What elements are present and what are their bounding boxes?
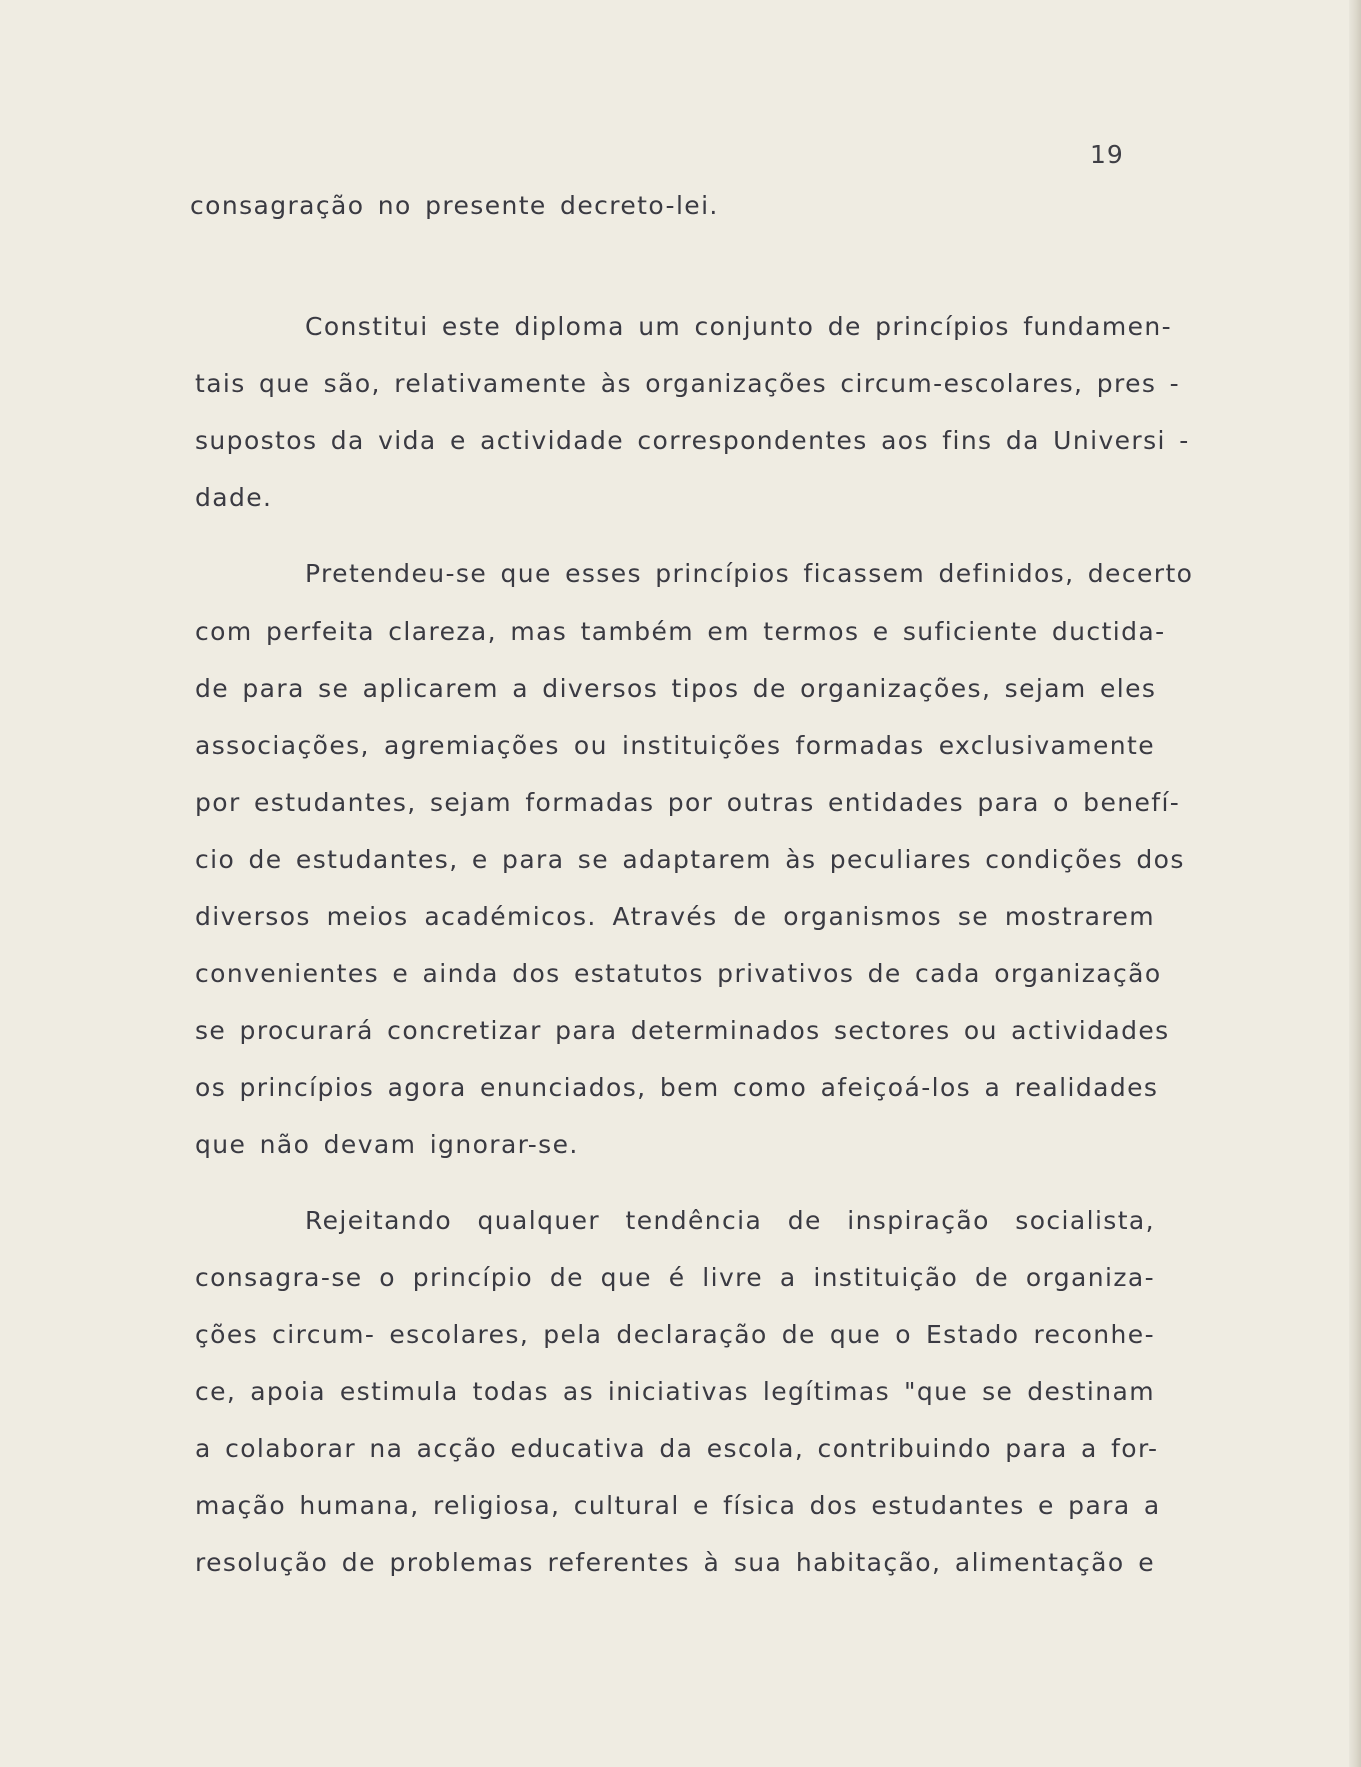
text-line-1: consagração no presente decreto-lei. [190,191,719,220]
text-line-9: associações, agremiações ou instituições formadas exclusivamente [195,731,1155,760]
text-line-21: a colaborar na acção educativa da escola, contribuindo para a for- [195,1434,1159,1463]
text-line-18: consagra-se o princípio de que é livre a instituição de organiza- [195,1263,1155,1292]
text-line-12: diversos meios académicos. Através de organismos se mostrarem [195,902,1155,931]
text-line-23: resolução de problemas referentes à sua habitação, alimentação e [195,1548,1155,1577]
text-line-4: supostos da vida e actividade correspondentes aos fins da Universi - [195,426,1190,455]
text-line-11: cio de estudantes, e para se adaptarem às peculiares condições dos [195,845,1185,874]
text-line-20: ce, apoia estimula todas as iniciativas legítimas "que se destinam [195,1377,1155,1406]
text-line-7: com perfeita clareza, mas também em termos e suficiente ductida- [195,617,1166,646]
text-line-6: Pretendeu-se que esses princípios ficassem definidos, decerto [305,559,1194,588]
page-number: 19 [1090,140,1124,169]
text-line-15: os princípios agora enunciados, bem como afeiçoá-los a realidades [195,1073,1159,1102]
text-line-22: mação humana, religiosa, cultural e física dos estudantes e para a [195,1491,1161,1520]
text-line-2: Constitui este diploma um conjunto de princípios fundamen- [305,312,1173,341]
text-line-8: de para se aplicarem a diversos tipos de organizações, sejam eles [195,674,1157,703]
text-line-5: dade. [195,483,273,512]
text-line-10: por estudantes, sejam formadas por outras entidades para o benefí- [195,788,1181,817]
text-line-14: se procurará concretizar para determinados sectores ou actividades [195,1016,1170,1045]
text-line-17: Rejeitando qualquer tendência de inspiração socialista, [305,1206,1155,1235]
text-line-3: tais que são, relativamente às organizações circum-escolares, pres - [195,369,1181,398]
text-line-16: que não devam ignorar-se. [195,1130,579,1159]
text-line-19: ções circum- escolares, pela declaração de que o Estado reconhe- [195,1320,1155,1349]
text-line-13: convenientes e ainda dos estatutos privativos de cada organização [195,959,1162,988]
page-edge-shadow [1349,0,1361,1767]
